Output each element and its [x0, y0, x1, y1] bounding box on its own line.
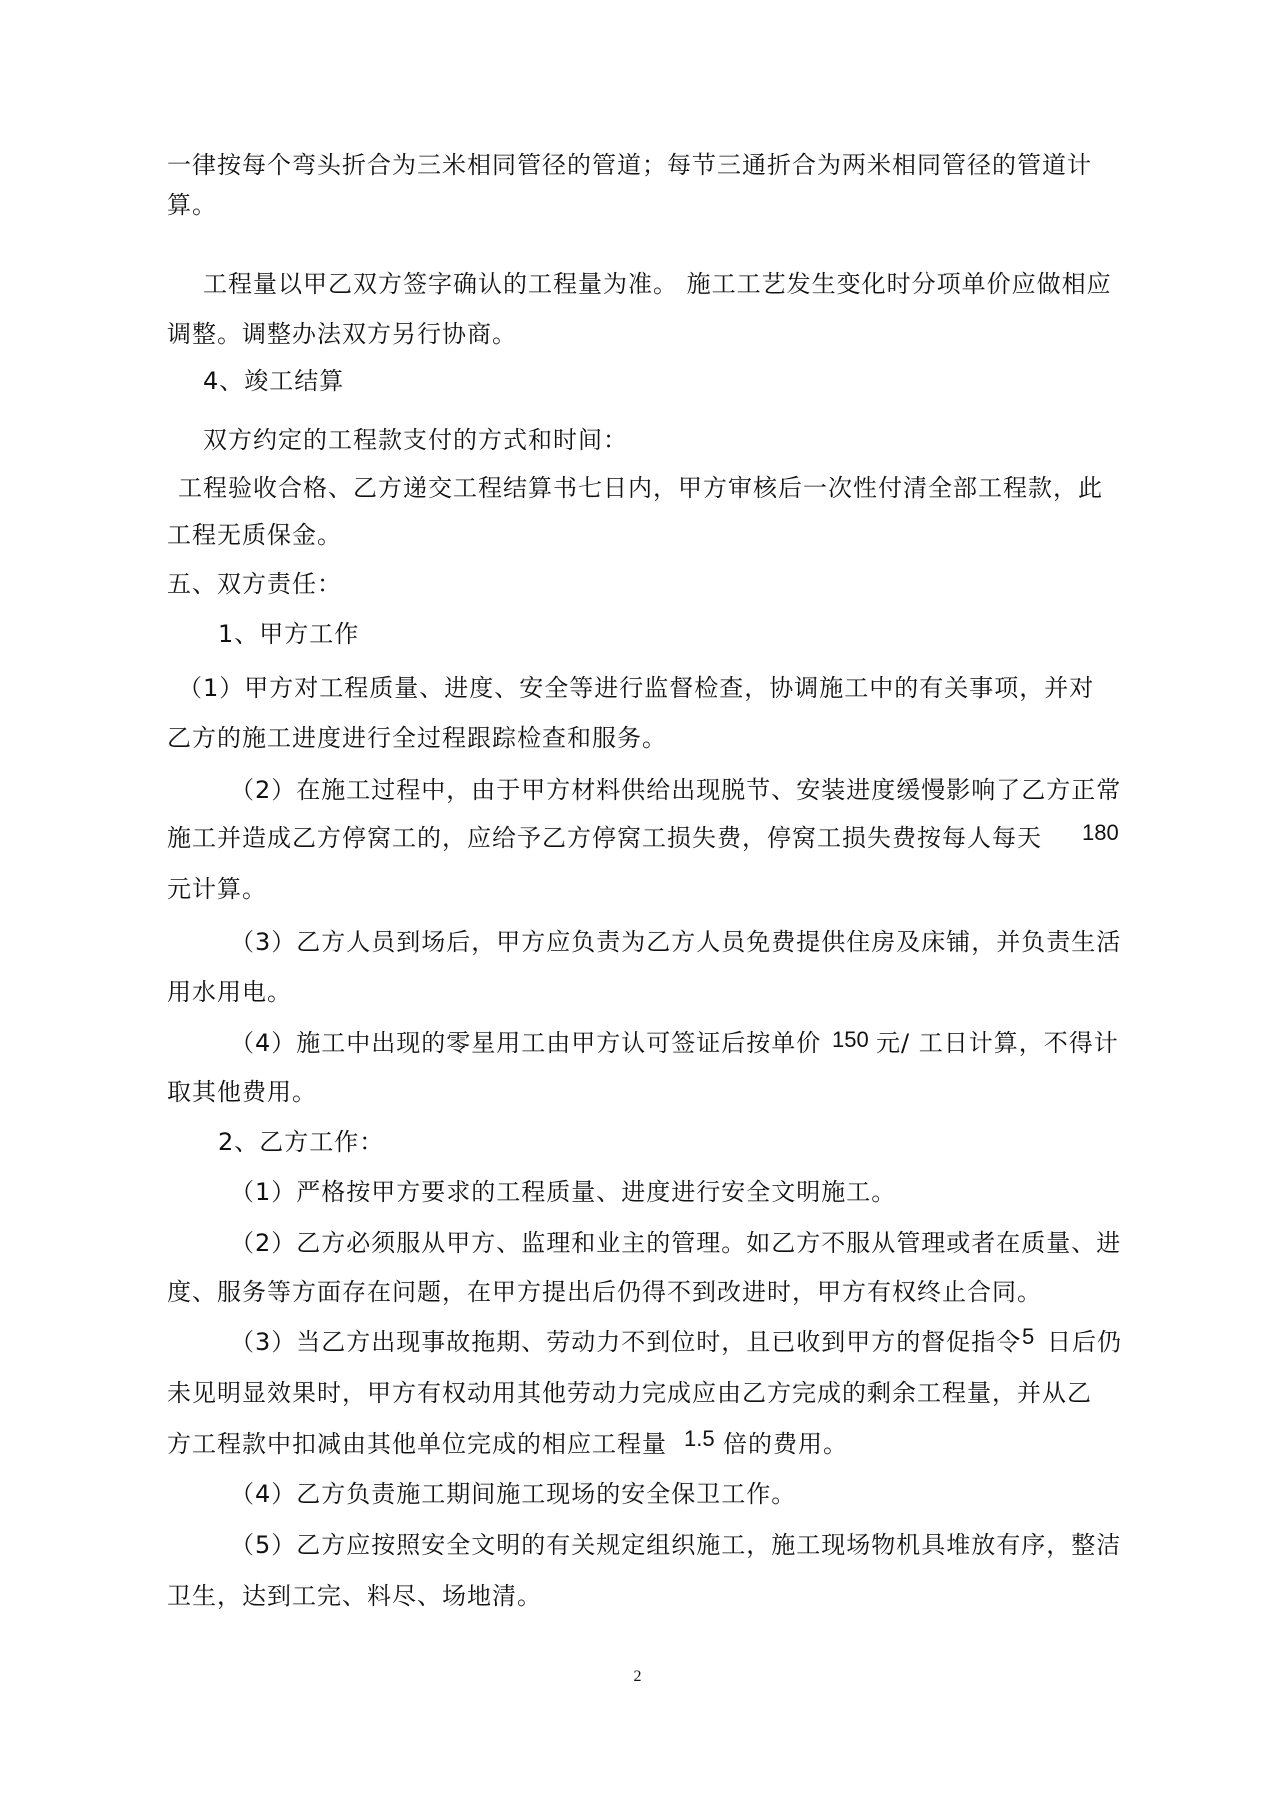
text-line: （3）乙方人员到场后，甲方应负责为乙方人员免费提供住房及床铺，并负责生活 [230, 928, 1122, 956]
text-line: 算。 [167, 191, 217, 219]
text-line: 乙方的施工进度进行全过程跟踪检查和服务。 [167, 724, 667, 752]
text-line: 一律按每个弯头折合为三米相同管径的管道；每节三通折合为两米相同管径的管道计 [167, 151, 1092, 179]
text-line: 工程量以甲乙双方签字确认的工程量为准。 施工工艺发生变化时分项单价应做相应 [203, 270, 1112, 298]
text-line: 倍的费用。 [723, 1430, 848, 1458]
section-heading: 4、竣工结算 [203, 367, 345, 395]
text-line: 工程验收合格、乙方递交工程结算书七日内，甲方审核后一次性付清全部工程款，此 [178, 474, 1103, 502]
subsection-heading: 1、甲方工作 [218, 620, 360, 648]
text-line: 双方约定的工程款支付的方式和时间： [203, 426, 628, 454]
unit-price-amount: 150 [832, 1027, 869, 1052]
text-line: 未见明显效果时，甲方有权动用其他劳动力完成应由乙方完成的剩余工程量，并从乙 [167, 1379, 1092, 1407]
text-line: （5）乙方应按照安全文明的有关规定组织施工，施工现场物机具堆放有序，整洁 [230, 1531, 1122, 1559]
page-number: 2 [633, 1668, 642, 1685]
subsection-heading: 2、乙方工作： [218, 1128, 385, 1156]
section-heading: 五、双方责任： [167, 570, 342, 598]
text-line: 施工并造成乙方停窝工的，应给予乙方停窝工损失费，停窝工损失费按每人每天 [167, 824, 1042, 852]
text-line: 方工程款中扣减由其他单位完成的相应工程量 [167, 1430, 667, 1458]
notice-days-number: 5 [1022, 1324, 1035, 1349]
text-line: 元/ 工日计算，不得计 [876, 1029, 1119, 1057]
text-line: （4）施工中出现的零星用工由甲方认可签证后按单价 [230, 1029, 822, 1057]
text-line: （4）乙方负责施工期间施工现场的安全保卫工作。 [230, 1480, 797, 1508]
text-line: （2）在施工过程中，由于甲方材料供给出现脱节、安装进度缓慢影响了乙方正常 [230, 776, 1122, 804]
text-line: 调整。调整办法双方另行协商。 [167, 320, 517, 348]
text-line: 度、服务等方面存在问题，在甲方提出后仍得不到改进时，甲方有权终止合同。 [167, 1278, 1042, 1306]
text-line: （3）当乙方出现事故拖期、劳动力不到位时，且已收到甲方的督促指令 [230, 1328, 1022, 1356]
idle-fee-amount: 180 [1082, 820, 1119, 845]
text-line: （2）乙方必须服从甲方、监理和业主的管理。如乙方不服从管理或者在质量、进 [230, 1229, 1122, 1257]
text-line: （1）甲方对工程质量、进度、安全等进行监督检查，协调施工中的有关事项，并对 [178, 674, 1095, 702]
text-line: 工程无质保金。 [167, 521, 342, 549]
text-line: 取其他费用。 [167, 1078, 317, 1106]
text-line: 卫生，达到工完、料尽、场地清。 [167, 1582, 542, 1610]
text-line: 元计算。 [167, 875, 267, 903]
text-line: （1）严格按甲方要求的工程质量、进度进行安全文明施工。 [230, 1178, 897, 1206]
multiplier-number: 1.5 [684, 1426, 715, 1451]
text-line: 日后仍 [1047, 1328, 1122, 1356]
text-line: 用水用电。 [167, 978, 292, 1006]
